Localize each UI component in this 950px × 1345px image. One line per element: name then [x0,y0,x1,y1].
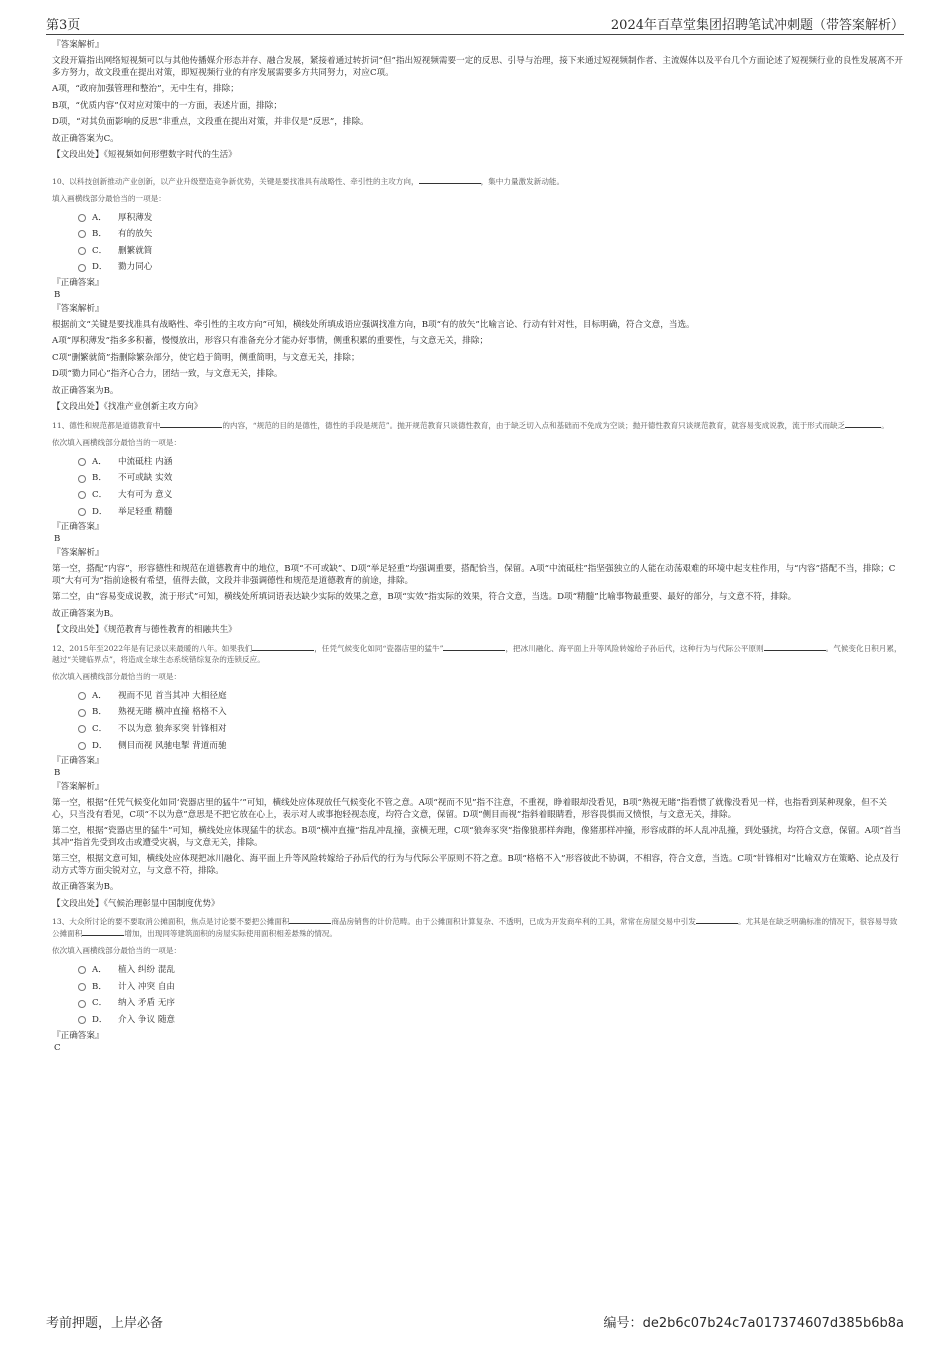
explain-paragraph: 根据前文“关键是要找准具有战略性、牵引性的主攻方向”可知，横线处所填成语应强调找准方向，B项“有的放矢”比喻言论、行动有针对性，目标明确，符合文意，当选。 [52,319,695,330]
question-text: ，把冰川融化、海平面上升等风险转嫁给子孙后代，这种行为与代际公平原则 [505,643,764,653]
explain-paragraph: 第二空，由“容易变成说教，流于形式”可知，横线处所填词语表达缺少实际的效果之意，B项“实效”指实际的效果，符合文意，当选。D项“精髓”比喻事物最重要、最好的部分，与文意不符，排除。 [52,592,797,603]
question-prompt: 依次填入画横线部分最恰当的一项是： [52,437,182,447]
option-a[interactable]: A． 厚积薄发 [78,210,904,227]
explain-tag: 『答案解析』 [52,40,104,50]
option-c[interactable]: C． 删繁就简 [78,243,904,260]
option-list [78,210,904,276]
question-text: ，任凭气候变化如同“瓷器店里的猛牛” [314,643,444,653]
fill-blank [160,419,222,428]
radio-icon[interactable] [78,983,86,991]
answer-tag: 『正确答案』 [52,277,104,288]
question-prompt: 依次填入画横线部分最恰当的一项是： [52,946,182,956]
question-11 [52,419,904,431]
explain-paragraph: 第一空，根据“任凭气候变化如同‘瓷器店里的猛牛’”可知，横线处应体现放任气候变化不管之意。A项“视而不见”指不注意，不重视，睁着眼却没看见，B项“熟视无睹”指看惯了就像没看见一样，也指看到某种现象，但不关心，只当没有看见，C项“不以为意”意思是不把它放在心上，表示对人或事抱轻视态度，均符合文意，保留。D项“侧目而视”指斜着眼睛看，形容畏惧而又愤恨，与文意无关，排除。 [52,798,887,820]
option-d[interactable]: D． 侧目而视 风驰电掣 背道而驰 [78,738,904,755]
explain-tag: 『答案解析』 [52,303,104,314]
radio-icon[interactable] [78,230,86,238]
answer-value: B [54,534,61,545]
conclusion: 故正确答案为B。 [52,385,119,396]
option-c[interactable]: C． 纳入 矛盾 无序 [78,995,904,1012]
fill-blank [845,419,881,428]
option-b[interactable]: B． 熟视无睹 横冲直撞 格格不入 [78,704,904,721]
option-list [78,962,904,1028]
page-number: 第3页 [46,18,81,33]
explain-paragraph: A项，“政府加强管理和整治”，无中生有，排除； [52,84,239,94]
document-title: 2024年百草堂集团招聘笔试冲刺题（带答案解析） [610,18,904,33]
option-a[interactable]: A． 植入 纠纷 混乱 [78,962,904,979]
explain-paragraph: A项“厚积薄发”指多多积蓄，慢慢放出，形容只有准备充分才能办好事情，侧重积累的重要性，与文意无关，排除； [52,336,489,347]
answer-value: C [54,1042,61,1053]
source-citation: 【文段出处】《找准产业创新主攻方向》 [52,402,203,413]
conclusion: 故正确答案为B。 [52,608,119,619]
question-10 [52,175,904,187]
question-text: ，集中力量激发新动能。 [480,176,565,186]
page-header [46,12,904,35]
question-text: 13、大众所讨论的要不要取消公摊面积，焦点是讨论要不要把公摊面积 [52,917,290,927]
question-text: 11、德性和规范都是道德教育中 [52,420,161,430]
question-prompt: 填入画横线部分最恰当的一项是： [52,193,166,203]
option-b[interactable]: B． 有的放矢 [78,226,904,243]
radio-icon[interactable] [78,742,86,750]
answer-tag: 『正确答案』 [52,756,104,767]
question-prompt: 依次填入画横线部分最恰当的一项是： [52,671,182,681]
answer-tag: 『正确答案』 [52,1030,104,1041]
radio-icon[interactable] [78,264,86,272]
radio-icon[interactable] [78,966,86,974]
explain-paragraph: 第二空，根据“瓷器店里的猛牛”可知，横线处应体现猛牛的状态。B项“横冲直撞”指乱冲乱撞，蛮横无理，C项“狼奔豕突”指像狼那样奔跑，像猪那样冲撞，形容成群的坏人乱冲乱撞，到处骚扰，均符合文意，保留。A项“首当其冲”指首先受到攻击或遭受灾祸，与文意无关，排除。 [52,826,902,848]
explain-paragraph: 文段开篇指出网络短视频可以与其他传播媒介形态并存、融合发展，紧接着通过转折词“但”指出短视频需要一定的反思、引导与治理，接下来通过短视频制作者、主流媒体以及平台几个方面论述了短视频行业的良性发展离不开多方努力，故文段重在提出对策，即短视频行业的有序发展需要多方共同努力，对应C项。 [52,56,903,78]
radio-icon[interactable] [78,709,86,717]
question-text: 商品房销售的计价范畴。由于公摊面积计算复杂、不透明，已成为开发商牟利的工具，常常在房屋交易中引发 [331,917,696,927]
fill-blank [443,642,505,651]
source-citation: 【文段出处】《规范教育与德性教育的相融共生》 [52,625,237,636]
source-citation: 【文段出处】《气候治理彰显中国制度优势》 [52,898,220,909]
radio-icon[interactable] [78,508,86,516]
fill-blank [419,175,481,184]
radio-icon[interactable] [78,214,86,222]
option-c[interactable]: C． 不以为意 狼奔豕突 针锋相对 [78,721,904,738]
source-citation: 【文段出处】《短视频如何形塑数字时代的生活》 [52,150,237,160]
explain-paragraph: 第三空，根据文意可知，横线处应体现把冰川融化、海平面上升等风险转嫁给子孙后代的行为与代际公平原则不符之意。B项“格格不入”形容彼此不协调，不相容，符合文意，当选。C项“针锋相对”比喻双方在策略、论点及行动方式等方面尖锐对立，与文意不符，排除。 [52,854,899,876]
question-text: 10、以科技创新推动产业创新，以产业升级塑造竞争新优势，关键是要找准具有战略性、牵引性的主攻方向， [52,176,419,186]
radio-icon[interactable] [78,247,86,255]
explain-paragraph: C项“删繁就简”指删除繁杂部分，使它趋于简明，侧重简明，与文意无关，排除； [52,352,360,363]
fill-blank [82,927,124,936]
option-list [78,454,904,520]
fill-blank [289,915,331,924]
document-serial [604,1312,904,1331]
serial-value: de2b6c07b24c7a017374607d385b6b8a [642,1316,904,1331]
conclusion: 故正确答案为C。 [52,133,119,144]
option-d[interactable]: D． 介入 争议 随意 [78,1012,904,1029]
explain-paragraph: D项，“对其负面影响的反思”非重点，文段重在提出对策，并非仅是“反思”，排除。 [52,117,369,127]
question-text: 。尤其是在缺乏明确标准的情况下，很容易导致公摊面积 [52,917,898,939]
answer-tag: 『正确答案』 [52,522,104,533]
option-b[interactable]: B． 计入 冲突 自由 [78,979,904,996]
fill-blank [764,642,826,651]
radio-icon[interactable] [78,1016,86,1024]
answer-value: B [54,289,61,300]
option-d[interactable]: D． 举足轻重 精髓 [78,504,904,521]
explain-paragraph: 第一空，搭配“内容”，形容德性和规范在道德教育中的地位，B项“不可或缺”、D项“举足轻重”均强调重要，搭配恰当，保留。A项“中流砥柱”指坚强独立的人能在动荡艰难的环境中起支柱作用，与“内容”搭配不当，排除；C项“大有可为”指前途极有希望，值得去做，文段并非强调德性和规范是道德教育的前途，排除。 [52,564,896,586]
option-c[interactable]: C． 大有可为 意义 [78,487,904,504]
option-b[interactable]: B． 不可或缺 实效 [78,470,904,487]
option-list [78,688,904,754]
radio-icon[interactable] [78,692,86,700]
question-text: 。气候变化日积月累，越过“关键临界点”，将造成全球生态系统错综复杂的连锁反应。 [52,643,902,664]
radio-icon[interactable] [78,475,86,483]
answer-value: B [54,768,61,779]
question-12 [52,642,904,665]
fill-blank [696,915,738,924]
question-13 [52,915,904,939]
question-text: 。 [881,420,889,430]
option-a[interactable]: A． 视而不见 首当其冲 大相径庭 [78,688,904,705]
explain-paragraph: B项，“优质内容”仅对应对策中的一方面，表述片面，排除； [52,100,282,111]
question-text: 12、2015年至2022年是有记录以来最暖的八年。如果我们 [52,643,253,653]
fill-blank [252,642,314,651]
explain-tag: 『答案解析』 [52,548,104,559]
conclusion: 故正确答案为B。 [52,882,119,893]
radio-icon[interactable] [78,491,86,499]
option-d[interactable]: D． 勠力同心 [78,259,904,276]
radio-icon[interactable] [78,458,86,466]
option-a[interactable]: A． 中流砥柱 内涵 [78,454,904,471]
explain-paragraph: D项“勠力同心”指齐心合力，团结一致，与文意无关，排除。 [52,369,283,380]
document-body [46,40,904,1057]
radio-icon[interactable] [78,725,86,733]
explain-tag: 『答案解析』 [52,782,104,793]
serial-label: 编号： [603,1316,643,1331]
radio-icon[interactable] [78,1000,86,1008]
question-text: 增加，出现同等建筑面积的房屋实际使用面积相差悬殊的情况。 [124,929,337,939]
question-text: 的内容，“规范的目的是德性，德性的手段是规范”。抛开规范教育只谈德性教育，由于缺乏切入点和基础而不免成为空谈；抛开德性教育只谈规范教育，就容易变成说教，流于形式而缺乏 [222,420,846,430]
footer-slogan: 考前押题，上岸必备 [46,1316,164,1331]
